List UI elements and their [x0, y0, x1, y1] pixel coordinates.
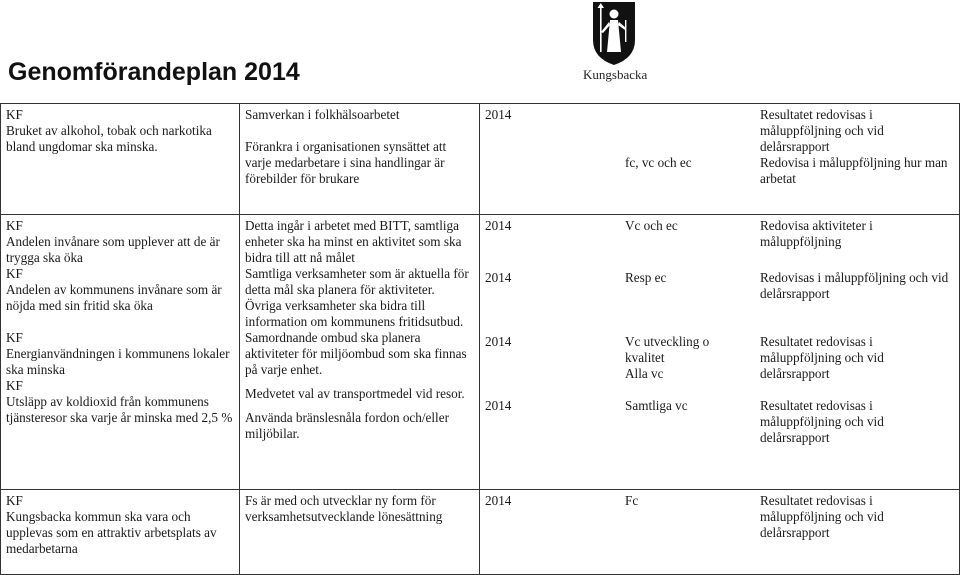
year-cell — [480, 104, 620, 214]
activity-text: Samverkan i folkhälsoarbetet — [245, 107, 400, 122]
table-row — [0, 104, 960, 215]
responsible-text: Fc — [625, 493, 639, 508]
responsible-cell — [620, 104, 755, 214]
subrow — [480, 395, 959, 489]
followup-cell — [755, 490, 960, 574]
goal-cell — [0, 104, 240, 214]
goal-cell — [0, 490, 240, 574]
plan-table — [0, 103, 960, 575]
activity-text: Övriga verksamheter ska bidra till information om kommunens fritidsutbud. — [245, 298, 464, 329]
year-text: 2014 — [485, 218, 512, 233]
responsible-text: Resp ec — [625, 270, 667, 285]
year-text: 2014 — [485, 270, 512, 285]
subrow — [480, 267, 959, 331]
followup-text: Resultatet redovisas i måluppföljning och vid delårsrapport — [760, 334, 884, 381]
goal-text: Kungsbacka kommun ska vara och upplevas som en attraktiv arbetsplats av medarbetarna — [6, 509, 217, 556]
activity-text: Samordnande ombud ska planera aktiviteter för miljöombud som ska finnas på varje enhet. — [245, 330, 467, 377]
activity-cell — [240, 104, 480, 214]
goal-source: KF — [6, 330, 23, 345]
activity-text: Samtliga verksamheter som är aktuella för detta mål ska planera för aktiviteter. — [245, 266, 469, 297]
goal-source: KF — [6, 378, 23, 393]
responsible-text: fc, vc och ec — [625, 155, 692, 170]
activity-cell — [240, 215, 480, 489]
followup-text: Redovisas i måluppföljning och vid delårsrapport — [760, 270, 949, 301]
subrow — [480, 215, 959, 267]
municipality-logo — [583, 0, 648, 83]
responsible-text: Alla vc — [625, 366, 664, 381]
followup-cell — [755, 104, 960, 214]
activity-text: Använda bränslesnåla fordon och/eller miljöbilar. — [245, 410, 449, 441]
followup-text: Redovisa aktiviteter i måluppföljning — [760, 218, 873, 249]
goal-source: KF — [6, 107, 23, 122]
goal-text: Utsläpp av koldioxid från kommunens tjänsteresor ska varje år minska med 2,5 % — [6, 394, 233, 425]
goal-source: KF — [6, 218, 23, 233]
goal-text: Energianvändningen i kommunens lokaler ska minska — [6, 346, 230, 377]
followup-text: Redovisa i måluppföljning hur man arbetat — [760, 155, 948, 186]
goal-source: KF — [6, 493, 23, 508]
subrows — [480, 215, 960, 489]
table-row — [0, 215, 960, 490]
page-title: Genomförandeplan 2014 — [8, 58, 300, 86]
followup-text: Resultatet redovisas i måluppföljning och vid delårsrapport — [760, 493, 884, 540]
goal-text: Andelen av kommunens invånare som är nöjda med sin fritid ska öka — [6, 282, 222, 313]
logo-text: Kungsbacka — [583, 67, 648, 82]
activity-text: Medvetet val av transportmedel vid resor. — [245, 386, 465, 401]
subrow — [480, 331, 959, 395]
responsible-text: Vc och ec — [625, 218, 678, 233]
responsible-text: Vc utveckling o kvalitet — [625, 334, 710, 365]
goal-cell — [0, 215, 240, 489]
year-text: 2014 — [485, 107, 512, 122]
responsible-cell — [620, 331, 755, 395]
goal-source: KF — [6, 266, 23, 281]
activity-cell — [240, 490, 480, 574]
responsible-text: Samtliga vc — [625, 398, 688, 413]
goal-text: Bruket av alkohol, tobak och narkotika bland ungdomar ska minska. — [6, 123, 212, 154]
followup-text: Resultatet redovisas i måluppföljning och vid delårsrapport — [760, 107, 884, 154]
year-text: 2014 — [485, 398, 512, 413]
followup-text: Resultatet redovisas i måluppföljning och vid delårsrapport — [760, 398, 884, 445]
year-text: 2014 — [485, 334, 512, 349]
activity-text: Detta ingår i arbetet med BITT, samtliga enheter ska ha minst en aktivitet som ska bidra till att nå målet — [245, 218, 462, 265]
table-row — [0, 490, 960, 574]
year-text: 2014 — [485, 493, 512, 508]
activity-text: Förankra i organisationen synsättet att varje medarbetare i sina handlingar är förebilder för brukare — [245, 139, 447, 186]
activity-text: Fs är med och utvecklar ny form för verksamhetsutvecklande lönesättning — [245, 493, 443, 524]
goal-text: Andelen invånare som upplever att de är trygga ska öka — [6, 234, 220, 265]
coat-of-arms-icon — [591, 0, 637, 66]
